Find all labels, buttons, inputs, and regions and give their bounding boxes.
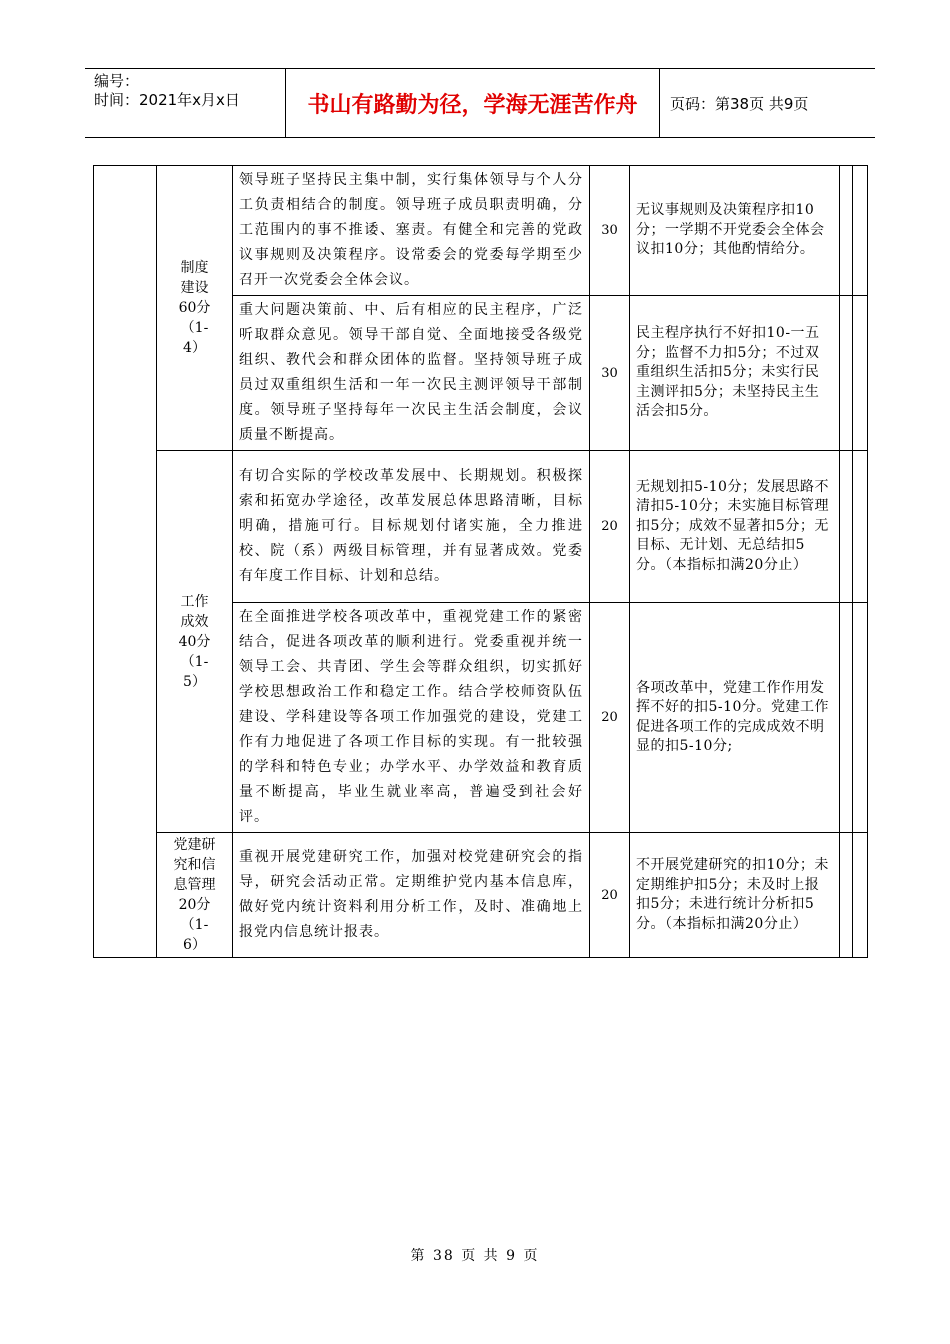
deduction-cell: 民主程序执行不好扣10-一五分；监督不力扣5分；不过双重组织生活扣5分；未实行民主测评扣5分；未坚持民主生活会扣5分。 [630,296,840,451]
content-cell: 在全面推进学校各项改革中，重视党建工作的紧密结合，促进各项改革的顺利进行。党委重视并统一领导工会、共青团、学生会等群众组织，切实抓好学校思想政治工作和稳定工作。结合学校师资队伍建设、学科建设等各项工作加强党的建设，党建工作有力地促进了各项工作目标的实现。有一批较强的学科和特色专业；办学水平、办学效益和教育质量不断提高，毕业生就业率高，普遍受到社会好评。 [233,603,590,833]
blank-cell [840,833,853,958]
blank-cell [853,451,868,603]
content-cell: 有切合实际的学校改革发展中、长期规划。积极探索和拓宽办学途径，改革发展总体思路清晰，目标明确，措施可行。目标规划付诸实施，全力推进校、院（系）两级目标管理，并有显著成效。党委有年度工作目标、计划和总结。 [233,451,590,603]
blank-cell [840,603,853,833]
category-cell: 工作 成效 40分 （1- 5） [157,451,233,833]
score-cell: 20 [590,451,630,603]
score-cell: 30 [590,166,630,296]
table-row [94,166,868,296]
content-cell: 重视开展党建研究工作，加强对校党建研究会的指导，研究会活动正常。定期维护党内基本信息库，做好党内统计资料利用分析工作，及时、准确地上报党内信息统计报表。 [233,833,590,958]
score-cell: 20 [590,833,630,958]
deduction-cell: 各项改革中，党建工作作用发挥不好的扣5-10分。党建工作促进各项工作的完成成效不明显的扣5-10分; [630,603,840,833]
blank-cell [853,296,868,451]
deduction-cell: 不开展党建研究的扣10分；未定期维护扣5分；未及时上报扣5分；未进行统计分析扣5分。（本指标扣满20分止） [630,833,840,958]
deduction-cell: 无规划扣5-10分；发展思路不清扣5-10分；未实施目标管理扣5分；成效不显著扣5分；无目标、无计划、无总结扣5分。（本指标扣满20分止） [630,451,840,603]
page-info: 页码：第38页 共9页 [670,94,809,113]
page-header [85,68,875,138]
score-cell: 30 [590,296,630,451]
header-meta [85,69,286,137]
category-cell: 党建研 究和信 息管理 20分 （1- 6） [157,833,233,958]
content-cell: 领导班子坚持民主集中制，实行集体领导与个人分工负责相结合的制度。领导班子成员职责明确，分工范围内的事不推诿、塞责。有健全和完善的党政议事规则及决策程序。设常委会的党委每学期至少召开一次党委会全体会议。 [233,166,590,296]
table-row [94,451,868,603]
deduction-cell: 无议事规则及决策程序扣10分；一学期不开党委会全体会议扣10分；其他酌情给分。 [630,166,840,296]
blank-cell [853,603,868,833]
motto: 书山有路勤为径，学海无涯苦作舟 [286,69,660,137]
category-cell: 制度 建设 60分 （1- 4） [157,166,233,451]
blank-cell [853,166,868,296]
outer-category-cell [94,166,157,958]
blank-cell [840,451,853,603]
blank-cell [840,296,853,451]
evaluation-table [93,165,868,958]
blank-cell [853,833,868,958]
time-label: 时间：2021年x月x日 [94,91,240,109]
content-cell: 重大问题决策前、中、后有相应的民主程序，广泛听取群众意见。领导干部自觉、全面地接受各级党组织、教代会和群众团体的监督。坚持领导班子成员过双重组织生活和一年一次民主测评领导干部制度。领导班子坚持每年一次民主生活会制度，会议质量不断提高。 [233,296,590,451]
number-label: 编号： [94,72,140,90]
table-row [94,833,868,958]
page-footer: 第 38 页 共 9 页 [410,1248,540,1264]
score-cell: 20 [590,603,630,833]
blank-cell [840,166,853,296]
